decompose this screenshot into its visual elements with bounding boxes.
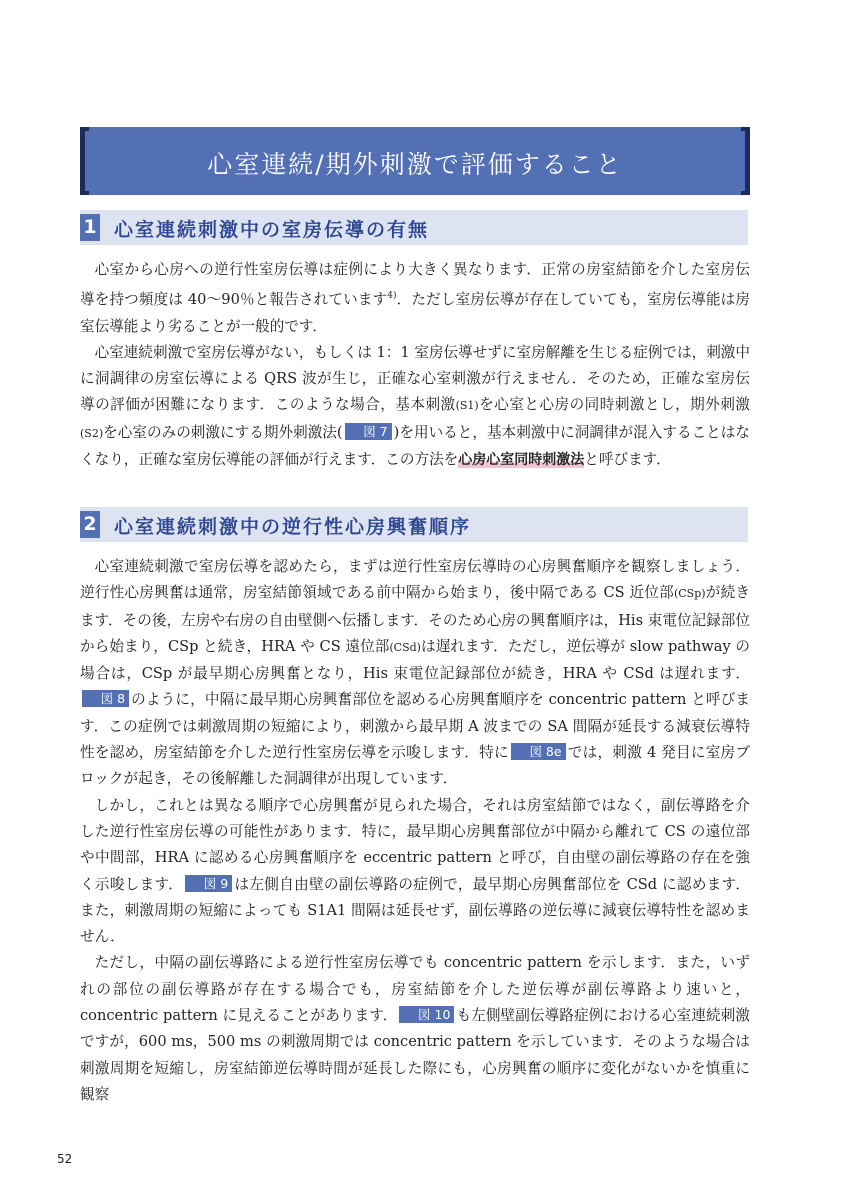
section-heading-2: [80, 507, 748, 542]
section-number: 2: [80, 511, 100, 538]
section-heading-1: [80, 210, 748, 245]
section-number: 1: [80, 214, 100, 241]
citation: 4): [387, 291, 397, 302]
section-title: 心室連続刺激中の逆行性心房興奮順序: [114, 516, 472, 538]
figure-ref-10[interactable]: 図 10: [399, 1006, 454, 1023]
highlighted-term: 心房心室同時刺激法: [458, 452, 585, 469]
figure-ref-8[interactable]: 図 8: [82, 690, 129, 707]
figure-ref-7[interactable]: 図 7: [345, 423, 392, 440]
paragraph: 心室連続刺激で室房伝導がない，もしくは 1：1 室房伝導せずに室房解離を生じる症例では，刺激中に洞調律の房室伝導による QRS 波が生じ，正確な心室刺激が行えません．そのため，正確な室房伝導の評価が困難になります．このような場合，基本刺激(S1)を心室と心房の同時刺激とし，期外刺激(S2)を心室のみの刺激にする期外刺激法( 図 7 )を用いると，基本刺激中に洞調律が混入することはなくなり，正確な室房伝導能の評価が行えます．この方法を心房心室同時刺激法と呼びます．: [80, 343, 750, 469]
figure-ref-8e[interactable]: 図 8e: [511, 743, 566, 760]
paragraph: 心室連続刺激で室房伝導を認めたら，まずは逆行性室房伝導時の心房興奮順序を観察しましょう．逆行性心房興奮は通常，房室結節領域である前中隔から始まり，後中隔である CS 近位部(CSp)が続きます．その後，左房や右房の自由壁側へ伝播します．そのため心房の興奮順序は，His 束電位記録部位から始まり，CSp と続き，HRA や CS 遠位部(CSd)は遅れます．ただし，逆伝導が slow pathway の場合は，CSp が最早期心房興奮となり，His 束電位記録部位が続き，HRA や CSd は遅れます．図 8 のように，中隔に最早期心房興奮部位を認める心房興奮順序を concentric pattern と呼びます．この症例では刺激周期の短縮により，刺激から最早期 A 波までの SA 間隔が延長する減衰伝導特性を認め，房室結節を介した逆行性室房伝導を示唆します．特に 図 8e では，刺激 4 発目に室房ブロックが起き，その後解離した洞調律が出現しています．: [80, 558, 750, 788]
figure-ref-9[interactable]: 図 9: [185, 875, 232, 892]
right-bracket: [741, 127, 750, 195]
paragraph: しかし，これとは異なる順序で心房興奮が見られた場合，それは房室結節ではなく，副伝導路を介した逆行性室房伝導の可能性があります．特に，最早期心房興奮部位が中隔から離れて CS の遠位部や中間部，HRA に認める心房興奮順序を eccentric pattern と呼び，自由壁の副伝導路の存在を強く示唆します． 図 9 は左側自由壁の副伝導路の症例で，最早期心房興奮部位を CSd に認めます．また，刺激周期の短縮によっても S1A1 間隔は延長せず，副伝導路の逆伝導に減衰伝導特性を認めません．: [80, 796, 750, 946]
chapter-title: 心室連続/期外刺激で評価すること: [207, 150, 623, 179]
section-1-body: [80, 257, 750, 473]
section-2-body: [80, 554, 750, 1108]
page-number: 52: [57, 1152, 73, 1166]
paragraph: ただし，中隔の副伝導路による逆行性室房伝導でも concentric pattern を示します．また，いずれの部位の副伝導路が存在する場合でも，房室結節を介した逆伝導が副伝導路より速いと，concentric pattern に見えることがあります． 図 10 も左側壁副伝導路症例における心室連続刺激ですが，600 ms，500 ms の刺激周期では concentric pattern を示しています．そのような場合は刺激周期を短縮し，房室結節逆伝導時間が延長した際にも，心房興奮の順序に変化がないかを慎重に観察: [80, 954, 750, 1103]
chapter-title-box: [80, 127, 750, 195]
section-title: 心室連続刺激中の室房伝導の有無: [114, 219, 430, 241]
paragraph: 心室から心房への逆行性室房伝導は症例により大きく異なります．正常の房室結節を介した室房伝導を持つ頻度は 40～90％と報告されています$^{4)}$．ただし室房伝導が存在していても，室房伝導能は房室伝導能より劣ることが一般的です．: [80, 261, 750, 335]
